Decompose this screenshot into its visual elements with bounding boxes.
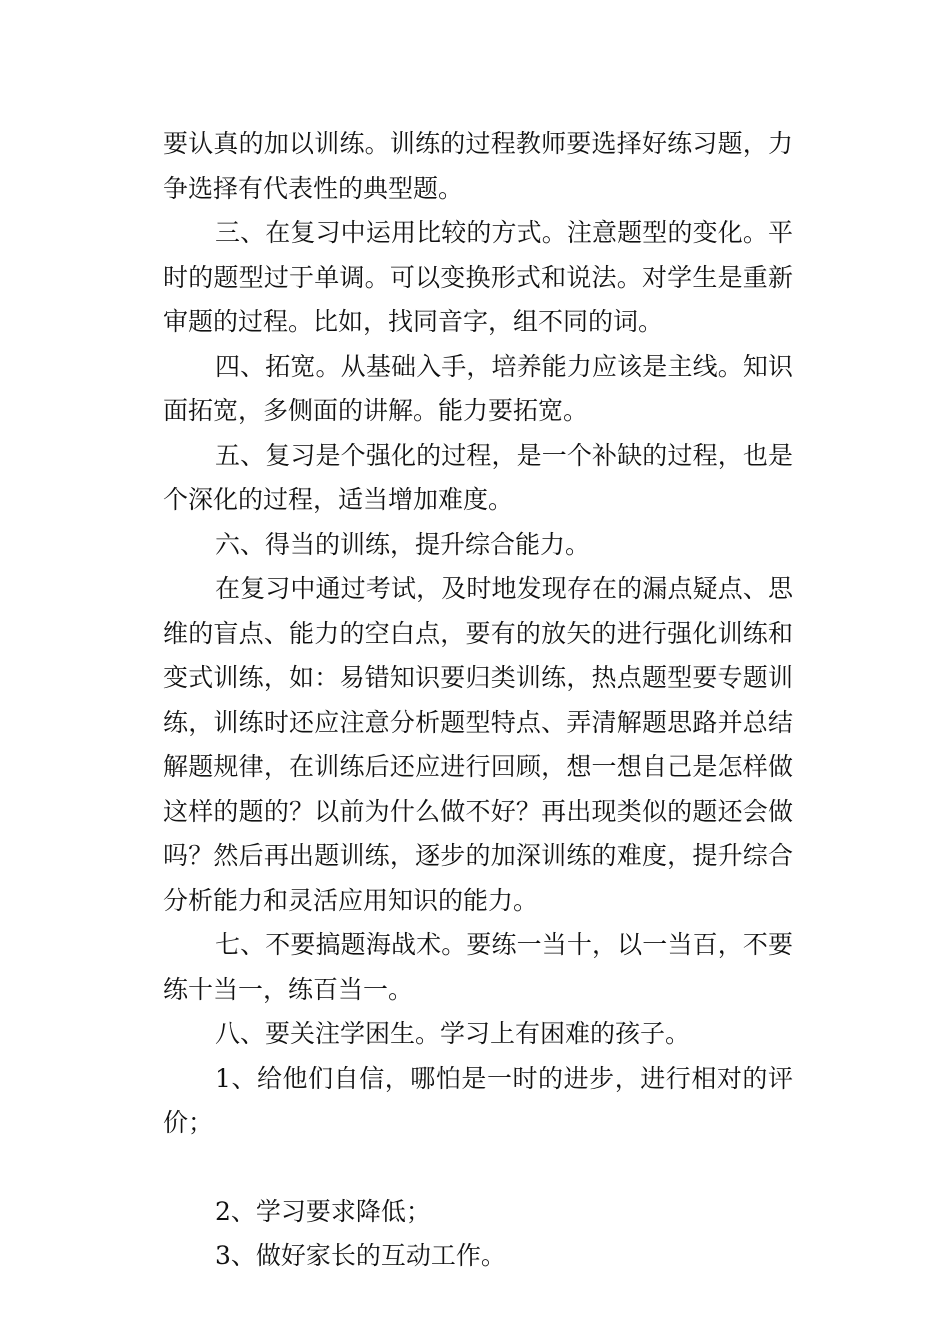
paragraph-item-six: 六、得当的训练，提升综合能力。	[215, 529, 591, 559]
paragraph-item-three: 三、在复习中运用比较的方式。注意题型的变化。平时的题型过于单调。可以变换形式和说法。对学生是重新审题的过程。比如，找同音字，组不同的词。	[163, 218, 793, 336]
list-item-three: 3、做好家长的互动工作。	[215, 1241, 506, 1270]
paragraph-item-four: 四、拓宽。从基础入手，培养能力应该是主线。知识面拓宽，多侧面的讲解。能力要拓宽。	[163, 351, 793, 425]
list-item-two: 2、学习要求降低；	[215, 1196, 431, 1226]
paragraph-exam-training: 在复习中通过考试，及时地发现存在的漏点疑点、思维的盲点、能力的空白点，要有的放矢的进行强化训练和变式训练，如：易错知识要归类训练，热点题型要专题训练，训练时还应注意分析题型特点、弄清解题思路并总结解题规律，在训练后还应进行回顾，想一想自己是怎样做这样的题的？以前为什么做不好？再出现类似的题还会做吗？然后再出题训练，逐步的加深训练的难度，提升综合分析能力和灵活应用知识的能力。	[163, 574, 793, 915]
list-item-one: 1、给他们自信，哪怕是一时的进步，进行相对的评价；	[163, 1063, 793, 1137]
document-body	[163, 122, 793, 1279]
paragraph-item-five: 五、复习是个强化的过程，是一个补缺的过程，也是个深化的过程，适当增加难度。	[163, 440, 793, 514]
paragraph-item-eight: 八、要关注学困生。学习上有困难的孩子。	[215, 1019, 691, 1048]
paragraph-training-selection: 要认真的加以训练。训练的过程教师要选择好练习题，力争选择有代表性的典型题。	[163, 129, 793, 203]
paragraph-item-seven: 七、不要搞题海战术。要练一当十，以一当百，不要练十当一，练百当一。	[163, 930, 793, 1004]
